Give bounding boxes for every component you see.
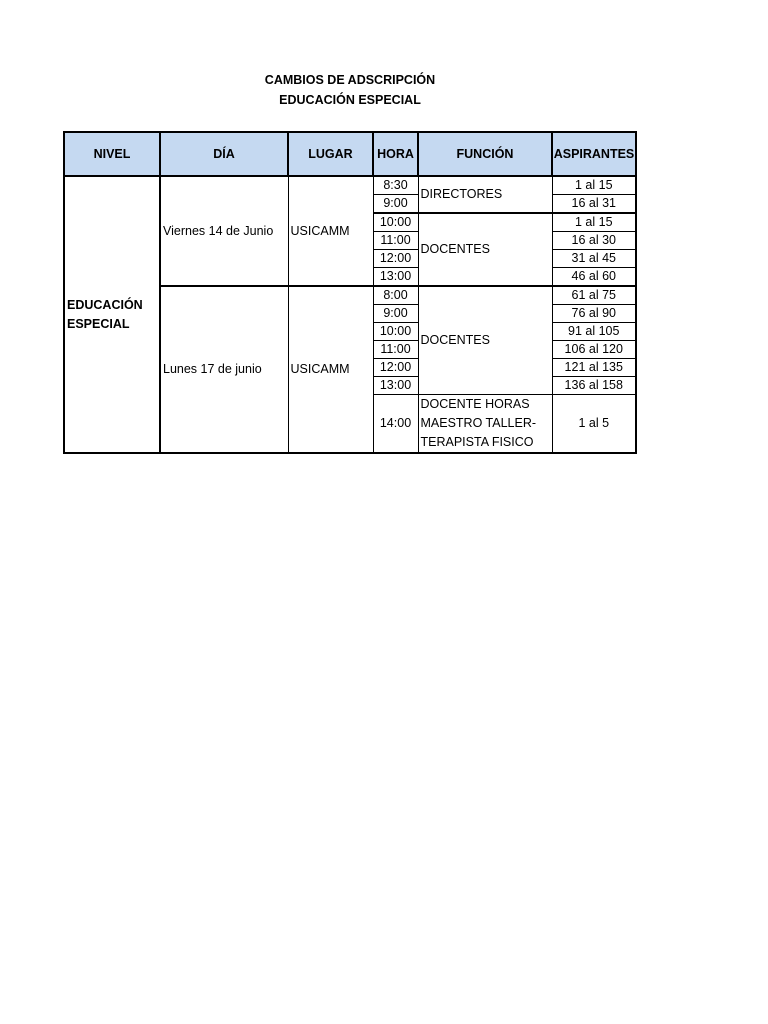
hora-cell: 13:00 bbox=[373, 377, 418, 395]
nivel-cell: EDUCACIÓN ESPECIAL bbox=[64, 176, 160, 453]
hora-cell: 8:00 bbox=[373, 286, 418, 305]
hora-cell: 8:30 bbox=[373, 176, 418, 195]
aspirantes-cell: 121 al 135 bbox=[552, 359, 636, 377]
aspirantes-cell: 91 al 105 bbox=[552, 323, 636, 341]
funcion-cell: DIRECTORES bbox=[418, 176, 552, 213]
dia-cell: Lunes 17 de junio bbox=[160, 286, 288, 453]
hora-cell: 9:00 bbox=[373, 195, 418, 214]
aspirantes-cell: 76 al 90 bbox=[552, 305, 636, 323]
dia-cell: Viernes 14 de Junio bbox=[160, 176, 288, 286]
aspirantes-cell: 46 al 60 bbox=[552, 268, 636, 287]
header-row bbox=[64, 132, 636, 176]
funcion-line: DOCENTE HORAS bbox=[420, 397, 530, 411]
title-line-1: CAMBIOS DE ADSCRIPCIÓN bbox=[264, 73, 436, 87]
funcion-line: TERAPISTA FISICO bbox=[420, 435, 534, 449]
aspirantes-cell: 106 al 120 bbox=[552, 341, 636, 359]
hora-cell: 12:00 bbox=[373, 250, 418, 268]
aspirantes-cell: 136 al 158 bbox=[552, 377, 636, 395]
funcion-cell: DOCENTES bbox=[418, 213, 552, 286]
aspirantes-cell: 1 al 15 bbox=[552, 176, 636, 195]
aspirantes-cell: 16 al 30 bbox=[552, 232, 636, 250]
aspirantes-cell: 1 al 5 bbox=[552, 395, 636, 454]
hora-cell: 14:00 bbox=[373, 395, 418, 454]
table-row bbox=[64, 176, 636, 195]
hora-cell: 9:00 bbox=[373, 305, 418, 323]
aspirantes-cell: 61 al 75 bbox=[552, 286, 636, 305]
title-line-2: EDUCACIÓN ESPECIAL bbox=[279, 93, 421, 107]
header-lugar: LUGAR bbox=[288, 132, 373, 176]
header-dia: DÍA bbox=[160, 132, 288, 176]
funcion-cell: DOCENTES bbox=[418, 286, 552, 395]
lugar-cell: USICAMM bbox=[288, 176, 373, 286]
header-hora: HORA bbox=[373, 132, 418, 176]
funcion-line: MAESTRO TALLER- bbox=[420, 416, 537, 430]
aspirantes-cell: 31 al 45 bbox=[552, 250, 636, 268]
hora-cell: 11:00 bbox=[373, 232, 418, 250]
document-title bbox=[0, 70, 700, 110]
hora-cell: 13:00 bbox=[373, 268, 418, 287]
hora-cell: 10:00 bbox=[373, 323, 418, 341]
funcion-cell-multiline bbox=[418, 395, 552, 454]
hora-cell: 12:00 bbox=[373, 359, 418, 377]
aspirantes-cell: 1 al 15 bbox=[552, 213, 636, 232]
hora-cell: 11:00 bbox=[373, 341, 418, 359]
lugar-cell: USICAMM bbox=[288, 286, 373, 453]
header-nivel: NIVEL bbox=[64, 132, 160, 176]
aspirantes-cell: 16 al 31 bbox=[552, 195, 636, 214]
hora-cell: 10:00 bbox=[373, 213, 418, 232]
header-funcion: FUNCIÓN bbox=[418, 132, 552, 176]
schedule-table bbox=[63, 131, 637, 454]
header-aspirantes: ASPIRANTES bbox=[552, 132, 636, 176]
